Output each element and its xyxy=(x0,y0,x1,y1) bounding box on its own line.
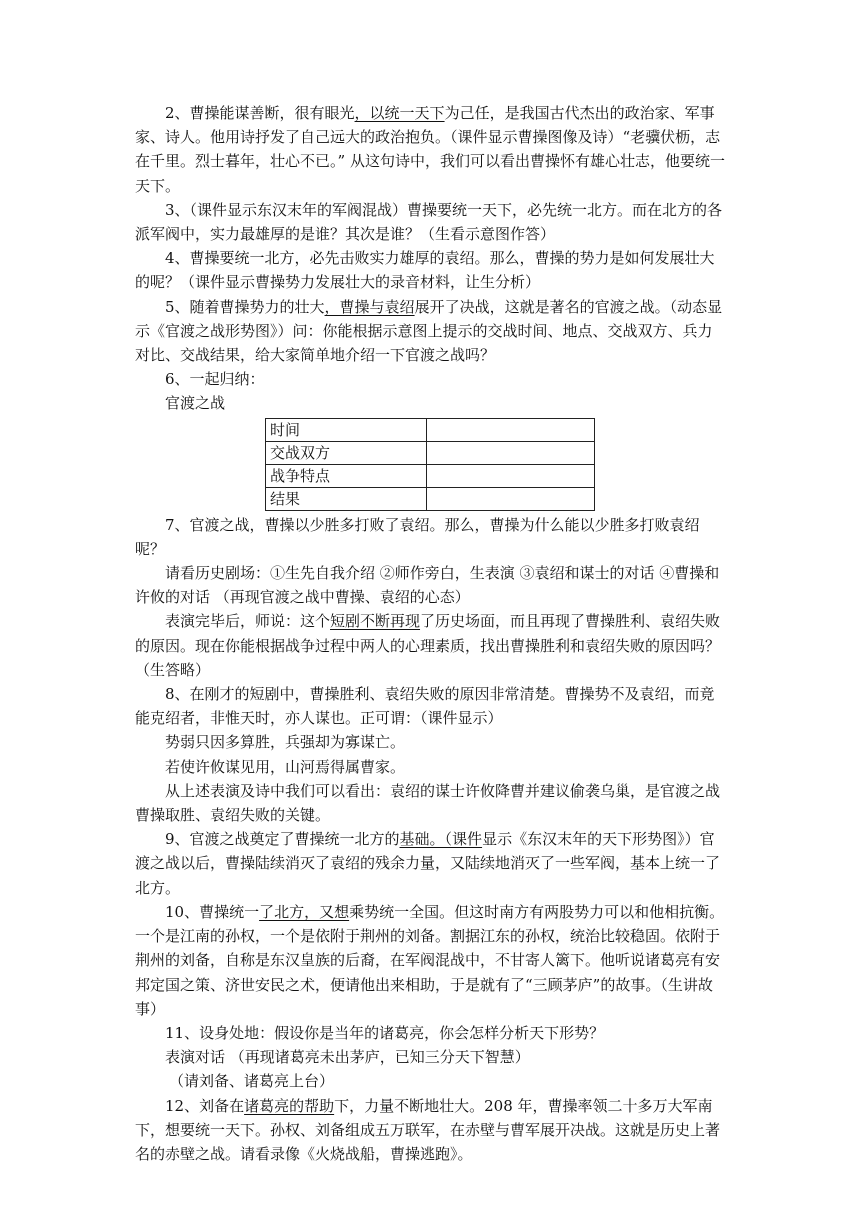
text-run: 2、曹操能谋善断，很有眼光 xyxy=(165,104,355,122)
underlined-text: 了北方，又想 xyxy=(259,902,350,921)
text-run: 乘势统一全国。但这时南方有两股势力可以和他相抗衡。一个是江南的孙权，一个是依附于荆州的刘备。割据江东的孙权，统治比较稳固。依附于荆州的刘备，自称是东汉皇族的后裔，在军阀混战中，不甘寄人篱下。他听说诸葛亮有安邦定国之策、济世安民之术，便请他出来相助，于是就有了“三顾茅庐”的故事。（生讲故事） xyxy=(135,902,725,1018)
text-run: 表演完毕后，师说：这个 xyxy=(165,612,331,631)
table-row xyxy=(266,418,595,441)
paragraph-10 xyxy=(135,900,727,1021)
paragraph-6: 6、一起归纳： xyxy=(165,370,265,389)
underlined-text: ，曹操与袁绍 xyxy=(324,297,415,316)
text-run: 显示《东汉末年的天下形势图》）官渡之战以后，曹操陆续消灭了袁绍的残余力量，又陆续地消灭了一些军阀，基本上统一了北方。 xyxy=(135,830,721,897)
summary-table xyxy=(265,418,595,511)
paragraph-3: 3、（课件显示东汉末年的军阀混战）曹操要统一天下，必先统一北方。而在北方的各派军阀中，实力最雄厚的是谁？其次是谁？（生看示意图作答） xyxy=(135,200,723,244)
document-body xyxy=(135,101,727,1166)
table-row xyxy=(266,464,595,487)
text-run: 下，力量不断地壮大。208 年，曹操率领二十多万大军南下，想要统一天下。孙权、刘备组成五万联军，在赤壁与曹军展开决战。这就是历史上著名的赤壁之战。请看录像《火烧战船，曹操逃跑》。 xyxy=(135,1096,721,1163)
text-run: 了历史场面，而且再现了曹操胜利、袁绍失败的原因。现在你能根据战争过程中两人的心理素质，找出曹操胜利和袁绍失败的原因吗？（生答略） xyxy=(135,612,721,679)
paragraph-2 xyxy=(135,101,727,198)
underlined-text: 诸葛亮的帮助 xyxy=(244,1096,335,1115)
paragraph-8-conclusion: 从上述表演及诗中我们可以看出：袁绍的谋士许攸降曹并建议偷袭乌巢，是官渡之战曹操取胜、袁绍失败的关键。 xyxy=(135,781,721,825)
paragraph-9 xyxy=(135,827,727,900)
table-cell-empty xyxy=(427,418,595,441)
text-run: 10、曹操统一 xyxy=(165,902,260,921)
table-cell-label: 交战双方 xyxy=(266,441,427,464)
paragraph-8: 8、在刚才的短剧中，曹操胜利、袁绍失败的原因非常清楚。曹操势不及袁绍，而竟能克绍者，非惟天时，亦人谋也。正可谓：（课件显示） xyxy=(135,685,715,728)
paragraph-7-after xyxy=(135,609,727,682)
text-run: 12、刘备在 xyxy=(165,1096,245,1115)
poem-line-2: 若使许攸谋见用，山河焉得属曹家。 xyxy=(165,757,406,776)
paragraph-5 xyxy=(135,295,727,368)
table-cell-empty xyxy=(427,464,595,487)
text-run: 9、官渡之战奠定了曹操统一北方的 xyxy=(165,830,400,849)
table-cell-empty xyxy=(427,441,595,464)
table-title: 官渡之战 xyxy=(165,394,226,413)
table-row xyxy=(266,441,595,464)
table-cell-label: 战争特点 xyxy=(266,464,427,487)
paragraph-7: 7、官渡之战，曹操以少胜多打败了袁绍。那么，曹操为什么能以少胜多打败袁绍呢？ xyxy=(135,515,700,558)
text-run: 5、随着曹操势力的壮大 xyxy=(165,297,325,316)
paragraph-4: 4、曹操要统一北方，必先击败实力雄厚的袁绍。那么，曹操的势力是如何发展壮大的呢？（课件显示曹操势力发展壮大的录音材料，让生分析） xyxy=(135,249,715,292)
underlined-text: 短剧不断再现 xyxy=(330,612,421,631)
underlined-text: ，以统一天下 xyxy=(354,104,445,122)
table-cell-empty xyxy=(427,487,595,510)
text-run: 为己任，是我国古代杰出的政治家、军事家、诗人。他用诗抒发了自己远大的政治抱负。（课件显示曹操图像及诗）“老骥伏枥，志在千里。烈士暮年，壮心不已。” 从这句诗中，我们可以看出曹操怀有雄心壮志，他要统一天下。 xyxy=(135,104,725,195)
table-cell-label: 结果 xyxy=(266,487,427,510)
table-cell-label: 时间 xyxy=(266,418,427,441)
paragraph-7-drama: 请看历史剧场：①生先自我介绍 ②师作旁白，生表演 ③袁绍和谋士的对话 ④曹操和许攸的对话 （再现官渡之战中曹操、袁绍的心态） xyxy=(135,564,720,607)
underlined-text: 基础。（课件 xyxy=(399,830,483,849)
paragraph-12 xyxy=(135,1094,727,1167)
paragraph-11-dialogue: 表演对话 （再现诸葛亮未出茅庐，已知三分天下智慧） xyxy=(165,1048,530,1067)
paragraph-11-stage: （请刘备、诸葛亮上台） xyxy=(169,1072,335,1091)
table-row xyxy=(266,487,595,510)
text-run: 展开了决战，这就是著名的官渡之战。（动态显示《官渡之战形势图》）问：你能根据示意图上提示的交战时间、地点、交战双方、兵力对比、交战结果，给大家简单地介绍一下官渡之战吗？ xyxy=(135,297,723,365)
poem-line-1: 势弱只因多算胜，兵强却为寡谋亡。 xyxy=(165,733,406,752)
paragraph-11: 11、设身处地：假设你是当年的诸葛亮，你会怎样分析天下形势？ xyxy=(165,1023,605,1042)
